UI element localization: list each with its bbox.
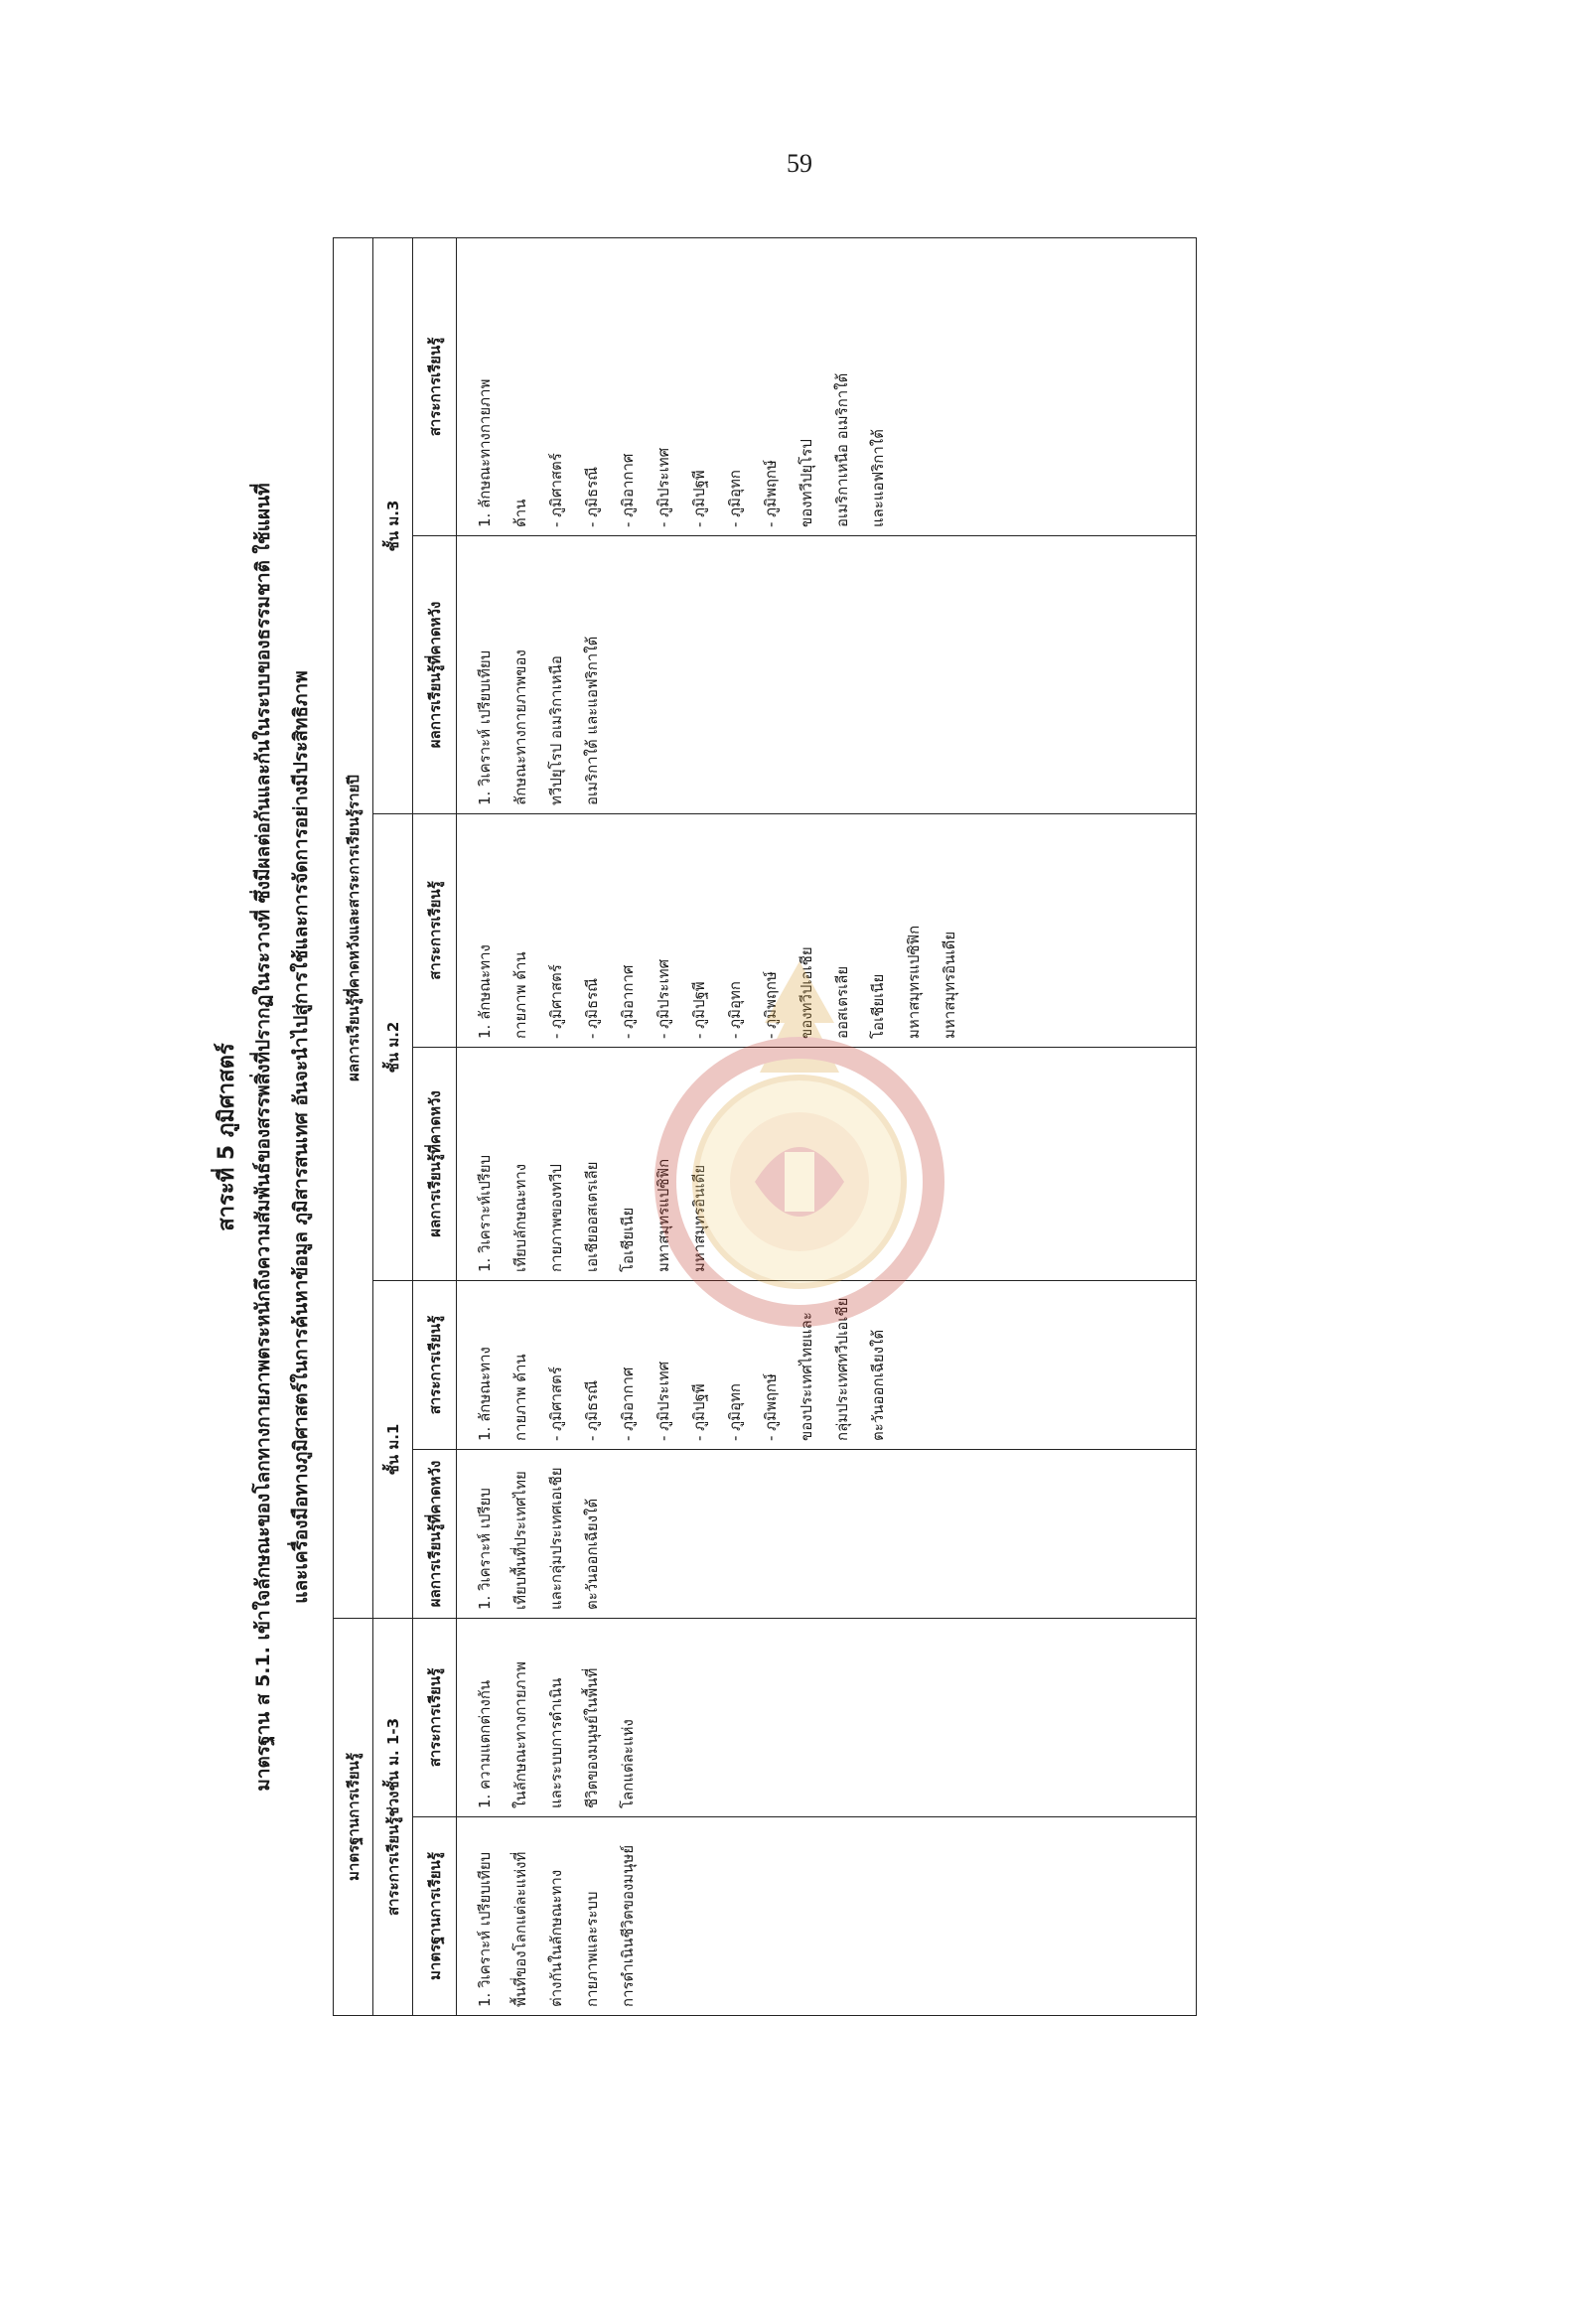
cell-standard — [457, 1817, 1197, 2016]
cell-line: โลกแต่ละแห่ง — [619, 1719, 637, 1808]
cell-line: - ภูมิอากาศ — [619, 964, 637, 1039]
cell-line: - ภูมิศาสตร์ — [547, 453, 565, 527]
cell-line: ตะวันออกเฉียงใต้ — [869, 1329, 887, 1441]
cell-line: ทวีปยุโรป อเมริกาเหนือ — [547, 655, 565, 805]
cell-line: - ภูมิประเทศ — [654, 1361, 672, 1441]
col-m1-result: ผลการเรียนรู้ที่คาดหวัง — [413, 1450, 457, 1619]
cell-line: 1. วิเคราะห์เปรียบ — [476, 1154, 494, 1272]
page-number: 59 — [787, 149, 812, 178]
cell-line: ของประเทศไทยและ — [798, 1312, 815, 1441]
col-m3-content: สาระการเรียนรู้ — [413, 237, 457, 535]
cell-line: - ภูมิปฐพี — [690, 981, 708, 1039]
cell-m2-result — [457, 1048, 1197, 1281]
cell-line: กายภาพ ด้าน — [511, 951, 529, 1039]
cell-line: - ภูมิปฐพี — [690, 1383, 708, 1441]
cell-line: - ภูมิปฐพี — [690, 470, 708, 527]
m2-content-lines — [467, 822, 967, 1039]
cell-line: มหาสมุทรแปซิฟิก — [905, 925, 923, 1039]
cell-line: - ภูมิพฤกษ์ — [762, 1373, 780, 1441]
cell-m3-result — [457, 536, 1197, 814]
cell-line: เอเชียออสเตรเลีย — [583, 1161, 601, 1272]
cell-line: - ภูมิอุทก — [726, 1383, 744, 1441]
cell-m1-content — [457, 1281, 1197, 1450]
m3-result-lines — [467, 544, 610, 805]
cell-line: - ภูมิศาสตร์ — [547, 964, 565, 1039]
m1-result-lines — [467, 1458, 610, 1610]
standard-lines — [467, 1825, 646, 2007]
cell-line: - ภูมิประเทศ — [654, 447, 672, 527]
cell-line: โอเชียเนีย — [619, 1207, 637, 1272]
grade-m3-header: ชั้น ม.3 — [373, 237, 413, 813]
cell-line: 1. วิเคราะห์ เปรียบเทียบ — [476, 649, 494, 805]
cell-line: 1. วิเคราะห์ เปรียบ — [476, 1488, 494, 1610]
cell-line: - ภูมิอากาศ — [619, 453, 637, 527]
cell-line: ออสเตรเลีย — [833, 965, 851, 1039]
cell-range-content — [457, 1619, 1197, 1817]
cell-line: - ภูมิธรณี — [583, 466, 601, 527]
cell-line: มหาสมุทรอินเดีย — [690, 1164, 708, 1272]
m1-content-lines — [467, 1289, 896, 1441]
cell-line: - ภูมิอุทก — [726, 470, 744, 527]
cell-line: โอเชียเนีย — [869, 973, 887, 1039]
cell-m1-result — [457, 1450, 1197, 1619]
header-standard: มาตรฐานการเรียนรู้ — [334, 1619, 373, 2016]
cell-line: และระบบการดำเนิน — [547, 1677, 565, 1808]
standard-statement-line-2: และเครื่องมือทางภูมิศาสตร์ในการค้นหาข้อมูล ภูมิสารสนเทศ อันจะนำไปสู่การใช้และการจัดการอย่างมีประสิทธิภาพ — [290, 670, 312, 1604]
cell-line: เทียบลักษณะทาง — [511, 1163, 529, 1272]
col-m1-content: สาระการเรียนรู้ — [413, 1281, 457, 1450]
cell-line: มหาสมุทรอินเดีย — [941, 931, 958, 1039]
cell-line: ของทวีปเอเชีย — [798, 946, 815, 1039]
grade-m2-header: ชั้น ม.2 — [373, 814, 413, 1281]
header-standard-sub: สาระการเรียนรู้ช่วงชั้น ม. 1-3 — [373, 1619, 413, 2016]
cell-line: เทียบพื้นที่ประเทศไทย — [511, 1471, 529, 1610]
cell-line: ของทวีปยุโรป — [798, 439, 815, 527]
cell-line: 1. ลักษณะทางกายภาพ — [476, 378, 494, 527]
cell-line: - ภูมิประเทศ — [654, 958, 672, 1039]
header-expected-results: ผลการเรียนรู้ที่คาดหวังและสาระการเรียนรู้รายปี — [334, 237, 373, 1618]
curriculum-table — [333, 237, 1197, 2016]
standard-statement-line-1: มาตรฐาน ส 5.1. เข้าใจลักษณะของโลกทางกายภาพตระหนักถึงความสัมพันธ์ของสรรพสิ่งที่ปรากฏในระวางที่ ซึ่งมีผลต่อกันและกันในระบบของธรรมชาติ ใช้แผนที่ — [252, 483, 274, 1792]
cell-line: ในลักษณะทางกายภาพ — [511, 1661, 529, 1808]
cell-line: กายภาพของทวีป — [547, 1164, 565, 1272]
cell-line: 1. ลักษณะทาง — [476, 944, 494, 1039]
col-m2-content: สาระการเรียนรู้ — [413, 814, 457, 1048]
cell-line: และแอฟริกาใต้ — [869, 429, 887, 527]
cell-line: ตะวันออกเฉียงใต้ — [583, 1498, 601, 1610]
cell-line: - ภูมิธรณี — [583, 1379, 601, 1441]
col-standard: มาตรฐานการเรียนรู้ — [413, 1817, 457, 2016]
cell-line: - ภูมิพฤกษ์ — [762, 971, 780, 1039]
cell-line: - ภูมิพฤกษ์ — [762, 460, 780, 527]
cell-line: 1. ความแตกต่างกัน — [476, 1679, 494, 1808]
cell-m2-content — [457, 814, 1197, 1048]
cell-line: อเมริกาใต้ และแอฟริกาใต้ — [583, 636, 601, 805]
cell-line: และกลุ่มประเทศเอเชีย — [547, 1467, 565, 1610]
m3-content-lines — [467, 246, 896, 527]
cell-line: พื้นที่ของโลกแต่ละแห่งที่ — [511, 1851, 529, 2007]
cell-line: 1. ลักษณะทาง — [476, 1347, 494, 1441]
col-m2-result: ผลการเรียนรู้ที่คาดหวัง — [413, 1048, 457, 1281]
cell-line: - ภูมิอุทก — [726, 981, 744, 1039]
cell-line: มหาสมุทรแปซิฟิก — [654, 1158, 672, 1272]
grade-m1-header: ชั้น ม.1 — [373, 1281, 413, 1619]
cell-line: ต่างกันในลักษณะทาง — [547, 1869, 565, 2007]
cell-line: กายภาพและระบบ — [583, 1891, 601, 2007]
cell-line: - ภูมิธรณี — [583, 977, 601, 1039]
cell-line: อเมริกาเหนือ อเมริกาใต้ — [833, 372, 851, 527]
cell-line: 1. วิเคราะห์ เปรียบเทียบ — [476, 1851, 494, 2007]
cell-line: - ภูมิอากาศ — [619, 1367, 637, 1441]
col-range-content: สาระการเรียนรู้ — [413, 1619, 457, 1817]
cell-line: ด้าน — [511, 499, 529, 527]
range-content-lines — [467, 1627, 646, 1808]
rotated-page-content — [209, 228, 1212, 2046]
cell-line: ลักษณะทางกายภาพของ — [511, 649, 529, 805]
cell-m3-content — [457, 237, 1197, 535]
cell-line: กายภาพ ด้าน — [511, 1354, 529, 1441]
m2-result-lines — [467, 1056, 717, 1272]
strand-title: สาระที่ 5 ภูมิศาสตร์ — [215, 1043, 239, 1231]
cell-line: - ภูมิศาสตร์ — [547, 1367, 565, 1441]
cell-line: ชีวิตของมนุษย์ในพื้นที่ — [583, 1667, 601, 1808]
document-titles — [209, 228, 348, 2046]
col-m3-result: ผลการเรียนรู้ที่คาดหวัง — [413, 536, 457, 814]
cell-line: กลุ่มประเทศทวีปเอเชีย — [833, 1297, 851, 1441]
cell-line: การดำเนินชีวิตของมนุษย์ — [619, 1844, 637, 2007]
